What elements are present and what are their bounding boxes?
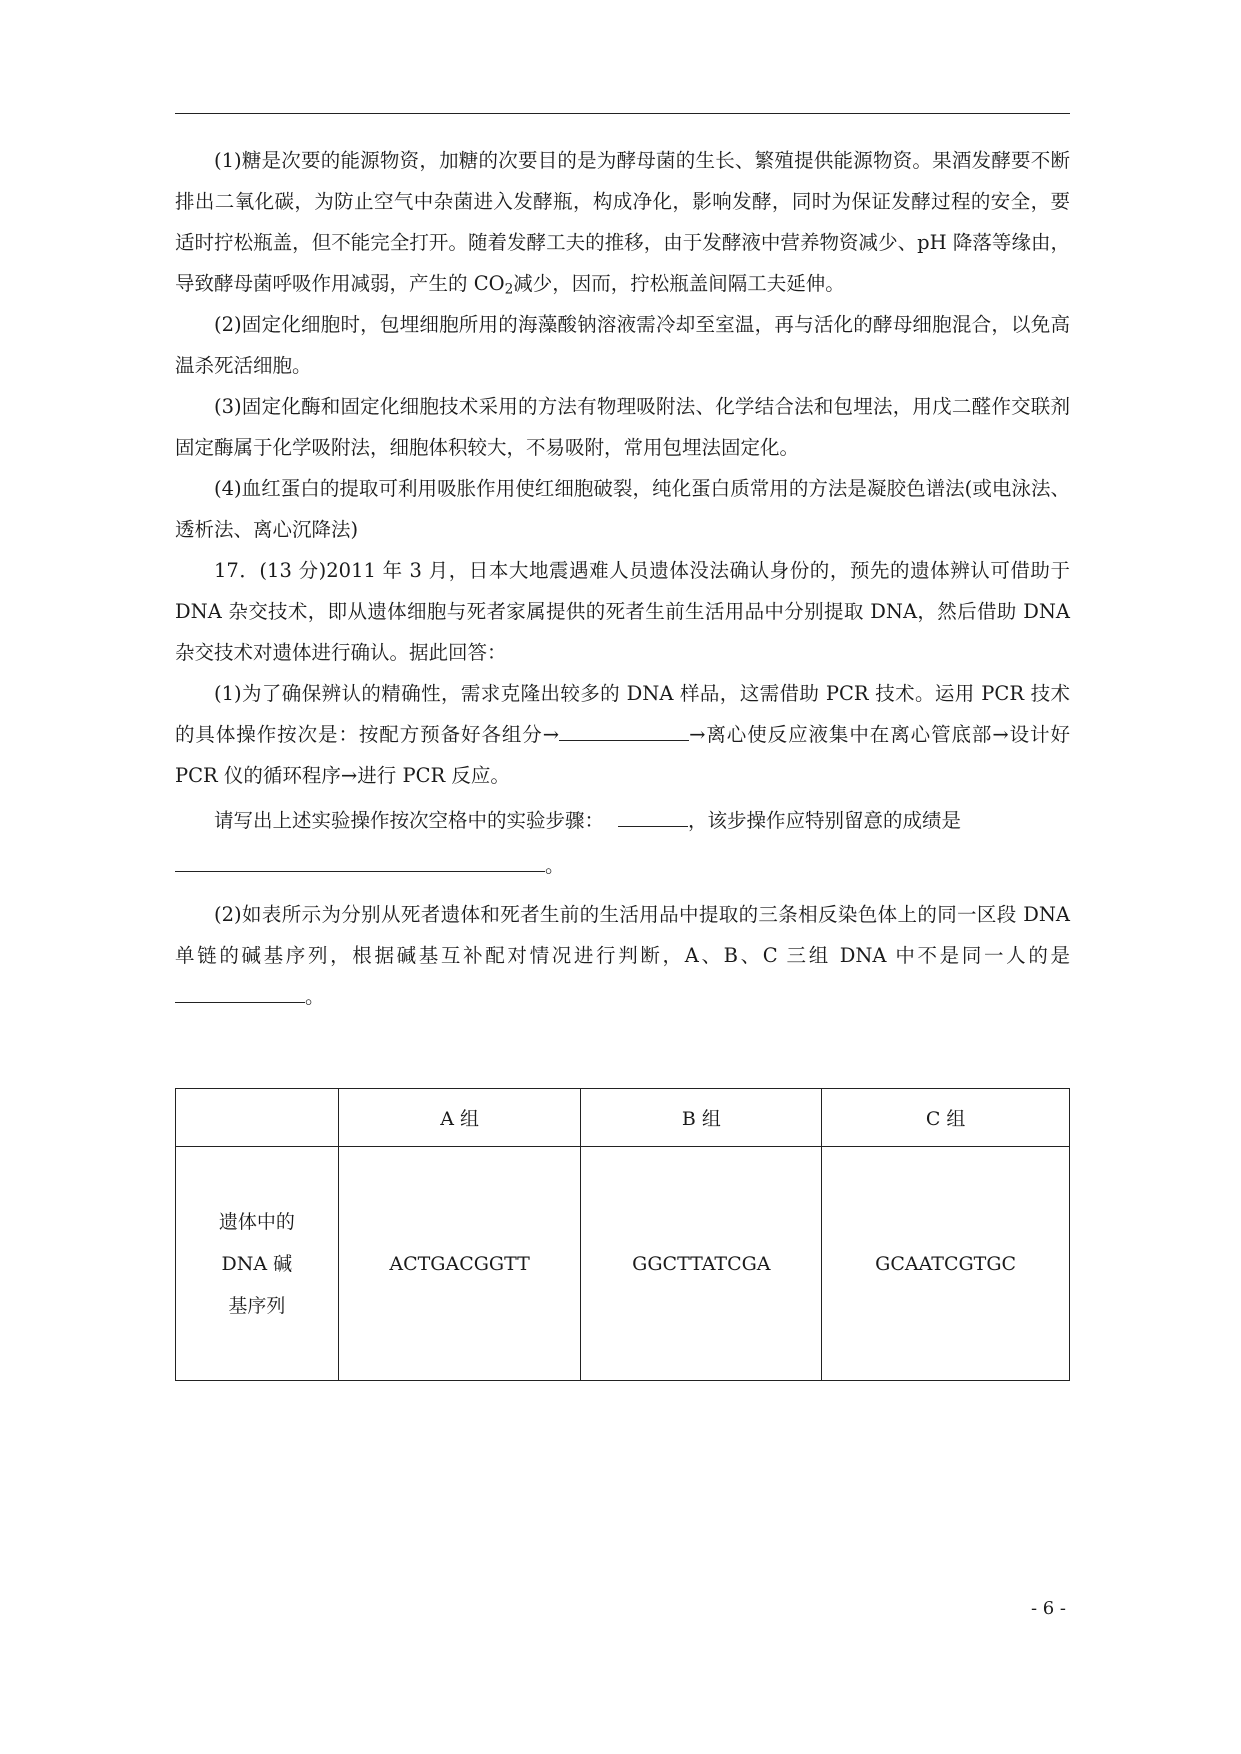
row-label-line: DNA 碱 (221, 1252, 293, 1275)
question-17-stem: 17．(13 分)2011 年 3 月，日本大地震遇难人员遗体没法确认身份的，预先的遗体辨认可借助于 DNA 杂交技术，即从遗体细胞与死者家属提供的死者生前生活用品中分别提取 DNA，然后借助 DNA 杂交技术对遗体进行确认。据此回答： (175, 559, 1070, 664)
table-row (176, 1147, 1070, 1381)
table-header-cell: A 组 (338, 1089, 581, 1147)
document-body (175, 140, 1070, 1017)
dna-sequence-table (175, 1088, 1070, 1381)
answer-paragraph-4: (4)血红蛋白的提取可利用吸胀作用使红细胞破裂，纯化蛋白质常用的方法是凝胶色谱法(或电泳法、透析法、离心沉降法) (175, 477, 1070, 541)
table-cell: GCAATCGTGC (822, 1147, 1070, 1381)
table-header-cell (176, 1089, 339, 1147)
table-cell: ACTGACGGTT (338, 1147, 581, 1381)
answer-blank[interactable] (559, 719, 689, 741)
row-label-line: 遗体中的 (218, 1210, 295, 1233)
answer-blank[interactable] (618, 805, 688, 827)
question-17-part-2: (2)如表所示为分别从死者遗体和死者生前的生活用品中提取的三条相反染色体上的同一区段 DNA 单链的碱基序列，根据碱基互补配对情况进行判断，A、B、C 三组 DNA 中不是同一人的是。 (175, 903, 1070, 1008)
answer-paragraph-1: (1)糖是次要的能源物资，加糖的次要目的是为酵母菌的生长、繁殖提供能源物资。果酒发酵要不断排出二氧化碳，为防止空气中杂菌进入发酵瓶，构成净化，影响发酵，同时为保证发酵过程的安全，要适时拧松瓶盖，但不能完全打开。随着发酵工夫的推移，由于发酵液中营养物资减少、pH 降落等缘由，导致酵母菌呼吸作用减弱，产生的 $CO_2$减少，因而，拧松瓶盖间隔工夫延伸。 (175, 149, 1070, 298)
answer-paragraph-3: (3)固定化酶和固定化细胞技术采用的方法有物理吸附法、化学结合法和包埋法，用戊二醛作交联剂固定酶属于化学吸附法，细胞体积较大，不易吸附，常用包埋法固定化。 (175, 395, 1070, 459)
table-cell: GGCTTATCGA (581, 1147, 822, 1381)
table-header-cell: C 组 (822, 1089, 1070, 1147)
page-number: - 6 - (1030, 1598, 1066, 1619)
answer-blank[interactable] (175, 850, 545, 872)
row-label-line: 基序列 (228, 1294, 286, 1317)
question-17-part-1-prompt: 请写出上述实验操作按次空格中的实验步骤： ，该步操作应特别留意的成绩是 (175, 800, 1070, 841)
question-17-part-1-answer-line: 。 (175, 845, 1070, 886)
row-label (176, 1147, 339, 1381)
answer-paragraph-2: (2)固定化细胞时，包埋细胞所用的海藻酸钠溶液需冷却至室温，再与活化的酵母细胞混合，以免高温杀死活细胞。 (175, 313, 1070, 377)
header-rule (175, 113, 1070, 114)
table-header-row (176, 1089, 1070, 1147)
question-17-part-1: (1)为了确保辨认的精确性，需求克隆出较多的 DNA 样品，这需借助 PCR 技术。运用 PCR 技术的具体操作按次是：按配方预备好各组分→ →离心使反应液集中在离心管底部→设计好 PCR 仪的循环程序→进行 PCR 反应。 (175, 682, 1070, 787)
table-header-cell: B 组 (581, 1089, 822, 1147)
answer-blank[interactable] (175, 981, 305, 1003)
